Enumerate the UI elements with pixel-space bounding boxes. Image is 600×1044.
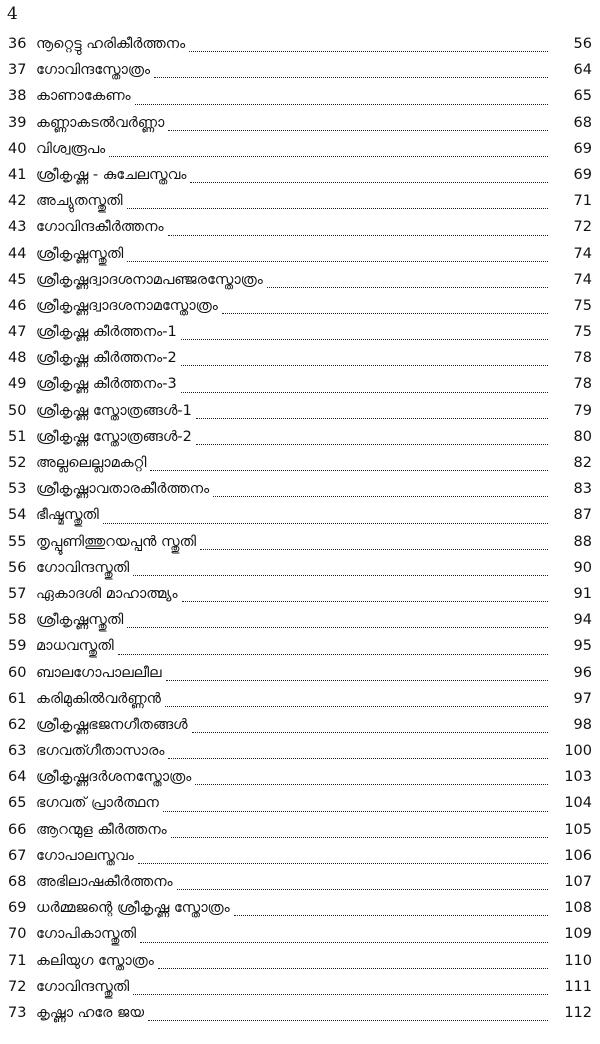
toc-entry-number: 50 [8,402,27,419]
dot-leader [135,104,548,105]
toc-entry-page: 104 [564,795,592,812]
toc-entry-page: 64 [573,62,592,79]
toc-entry [8,110,592,136]
dot-leader [166,680,548,681]
toc-entry-title: ശ്രീകൃഷ്ണ കീർത്തനം-3 [36,376,177,393]
toc-entry-title: ഭഗവത്ഗീതാസാരം [36,743,165,760]
toc-entry-number: 52 [8,455,27,471]
toc-entry-number: 70 [8,926,27,943]
toc-entry-title: കരിമുകിൽവർണ്ണൻ [36,690,161,707]
toc-entry-title: കലിയുഗ സ്തോത്രം [36,952,154,969]
toc-entry-page: 96 [573,664,592,681]
toc-entry-title: കണ്ണാകടൽവർണ്ണാ [36,114,165,131]
toc-entry-number: 43 [8,219,27,236]
toc-entry-title: ഗോവിന്ദസ്തുതി [36,559,130,576]
toc-entry-title: ഭീഷ്മസ്തുതി [36,507,99,524]
toc-entry-page: 111 [564,978,592,995]
dot-leader [163,811,548,812]
toc-entry-page: 80 [573,428,592,445]
toc-entry [8,241,592,267]
dot-leader [196,444,548,445]
dot-leader [168,130,548,131]
toc-entry-number: 57 [8,585,27,602]
toc-entry-number: 59 [8,638,27,655]
toc-entry-number: 66 [8,821,27,838]
toc-entry [8,712,592,738]
toc-entry-number: 67 [8,847,27,864]
dot-leader [148,1020,548,1021]
toc-entry-title: വിശ്വരൂപം [36,140,106,157]
dot-leader [177,889,548,890]
toc-entry-page: 103 [564,769,592,786]
toc-entry [8,214,592,240]
toc-entry-page: 56 [573,36,592,52]
dot-leader [138,863,548,864]
toc-entry-page: 95 [573,638,592,655]
toc-entry-number: 63 [8,743,27,760]
toc-entry-number: 58 [8,612,27,629]
dot-leader [127,208,548,209]
toc-entry-title: ധർമ്മജന്റെ ശ്രീകൃഷ്ണ സ്തോത്രം [36,900,230,917]
toc-entry-number: 48 [8,350,27,367]
dot-leader [182,601,548,602]
toc-entry-number: 42 [8,193,27,210]
toc-entry-title: ശ്രീകൃഷ്ണാവതാരകീർത്തനം [36,481,210,498]
toc-entry-page: 105 [564,821,592,838]
toc-entry-title: ശ്രീകൃഷ്ണ - കുചേലസ്തവം [36,166,187,183]
dot-leader [168,235,548,236]
toc-entry [8,764,592,790]
toc-entry-page: 90 [573,559,592,576]
toc-entry-title: കാണാകേണം [36,88,131,105]
toc-entry [8,555,592,581]
toc-entry-title: ശ്രീകൃഷ്ണദർശനസ്തോത്രം [36,769,192,786]
toc-entry-number: 47 [8,324,27,341]
toc-entry-number: 36 [8,36,27,52]
dot-leader [150,470,548,471]
toc-entry [8,371,592,397]
toc-entry [8,136,592,162]
toc-entry-page: 78 [573,350,592,367]
toc-entry-page: 112 [564,1004,592,1021]
dot-leader [103,523,548,524]
toc-entry [8,1000,592,1026]
toc-entry-number: 46 [8,297,27,314]
toc-entry-page: 97 [573,690,592,707]
toc-entry-page: 88 [573,533,592,550]
toc-entry-page: 78 [573,376,592,393]
toc-entry-page: 69 [573,166,592,183]
dot-leader [234,915,548,916]
toc-entry-page: 107 [564,874,592,890]
toc-entry-title: ആറന്മുള കീർത്തനം [36,821,167,838]
toc-entry-title: ഏകാദശി മാഹാത്മ്യം [36,585,178,602]
toc-entry-page: 82 [573,455,592,471]
toc-entry-page: 94 [573,612,592,629]
toc-entry-page: 65 [573,88,592,105]
toc-entry-title: ശ്രീകൃഷ്ണദ്വാദശനാമപഞ്ജരസ്തോത്രം [36,271,263,288]
toc-entry-number: 55 [8,533,27,550]
dot-leader [181,339,548,340]
toc-entry [8,817,592,843]
toc-entry-title: ശ്രീകൃഷ്ണ സ്തോത്രങ്ങൾ-1 [36,402,192,419]
toc-entry [8,581,592,607]
toc-entry-title: മാധവസ്തുതി [36,638,114,655]
toc-entry-page: 79 [573,402,592,419]
toc-entry-page: 75 [573,324,592,341]
toc-entry [8,57,592,83]
dot-leader [109,156,548,157]
toc-entry [8,31,592,57]
dot-leader [195,784,548,785]
toc-entry-number: 45 [8,271,27,288]
toc-entry-page: 74 [573,245,592,262]
toc-entry [8,502,592,528]
toc-entry [8,633,592,659]
toc-entry-page: 100 [564,743,592,760]
dot-leader [222,313,548,314]
toc-entry-number: 44 [8,245,27,262]
toc-entry-title: ശ്രീകൃഷ്ണസ്തുതി [36,612,124,629]
dot-leader [118,654,548,655]
toc-entry-number: 53 [8,481,27,498]
toc-entry-number: 64 [8,769,27,786]
toc-entry-number: 37 [8,62,27,79]
toc-entry [8,345,592,371]
toc-entry-page: 91 [573,585,592,602]
toc-entry-title: ബാലഗോപാലലീല [36,664,162,681]
toc-entry [8,529,592,555]
toc-entry-title: നൂറ്റെട്ടു ഹരികീർത്തനം [36,36,186,52]
toc-entry-page: 106 [564,847,592,864]
toc-entry-number: 41 [8,166,27,183]
toc-entry [8,424,592,450]
toc-entry-page: 108 [564,900,592,917]
toc-entry [8,974,592,1000]
toc-entry-title: ശ്രീകൃഷ്ണ കീർത്തനം-1 [36,324,177,341]
toc-entry [8,948,592,974]
toc-entry-page: 74 [573,271,592,288]
toc-entry-number: 68 [8,874,27,890]
dot-leader [267,287,548,288]
toc-entry [8,319,592,345]
toc-entry [8,450,592,476]
toc-entry-title: അച്യുതസ്തുതി [36,193,123,210]
toc-entry-number: 72 [8,978,27,995]
dot-leader [181,392,548,393]
dot-leader [168,758,548,759]
toc-entry-page: 83 [573,481,592,498]
toc-entry-title: ഗോവിന്ദകീർത്തനം [36,219,164,236]
dot-leader [127,261,548,262]
toc-entry [8,607,592,633]
toc-entry [8,790,592,816]
dot-leader [190,182,548,183]
dot-leader [165,706,548,707]
toc-entry-title: ശ്രീകൃഷ്ണസ്തുതി [36,245,124,262]
toc-entry-title: ഗോപികാസ്തുതി [36,926,136,943]
toc-entry-page: 72 [573,219,592,236]
toc-entry [8,293,592,319]
dot-leader [196,418,548,419]
toc-entry-title: ഗോപാലസ്തവം [36,847,134,864]
toc-entry-page: 110 [564,952,592,969]
toc-entry-title: കൃഷ്ണാ ഹരേ ജയ [36,1004,145,1021]
toc-entry-title: അല്ലലെല്ലാമകറ്റി [36,455,147,471]
toc-entry-title: അഭിലാഷകീർത്തനം [36,874,173,890]
toc-entry [8,267,592,293]
dot-leader [133,994,548,995]
toc-entry-number: 71 [8,952,27,969]
table-of-contents [8,31,592,1026]
dot-leader [140,942,548,943]
dot-leader [158,968,548,969]
toc-entry-number: 60 [8,664,27,681]
toc-entry-page: 71 [573,193,592,210]
toc-entry [8,738,592,764]
toc-entry [8,843,592,869]
toc-entry-number: 40 [8,140,27,157]
dot-leader [154,77,548,78]
toc-entry [8,921,592,947]
toc-entry [8,476,592,502]
toc-entry-title: ഗോവിന്ദസ്തോത്രം [36,62,151,79]
toc-entry-title: തൃപ്പൂണിത്തുറയപ്പൻ സ്തുതി [36,533,197,550]
toc-entry [8,869,592,895]
toc-entry-number: 51 [8,428,27,445]
toc-entry-number: 54 [8,507,27,524]
toc-entry-number: 62 [8,716,27,733]
dot-leader [133,575,548,576]
toc-entry-page: 68 [573,114,592,131]
toc-entry [8,188,592,214]
dot-leader [181,365,548,366]
page-number: 4 [7,4,18,24]
toc-entry-title: ഗോവിന്ദസ്തുതി [36,978,130,995]
toc-entry [8,83,592,109]
toc-entry [8,398,592,424]
toc-entry-number: 39 [8,114,27,131]
toc-entry-page: 98 [573,716,592,733]
toc-entry-page: 109 [564,926,592,943]
toc-entry-number: 73 [8,1004,27,1021]
toc-entry-title: ശ്രീകൃഷ്ണഭജനഗീതങ്ങൾ [36,716,188,733]
dot-leader [171,837,548,838]
dot-leader [200,549,548,550]
dot-leader [192,732,548,733]
toc-entry-number: 65 [8,795,27,812]
toc-entry-page: 69 [573,140,592,157]
toc-entry-number: 49 [8,376,27,393]
toc-entry-number: 69 [8,900,27,917]
toc-entry-title: ഭഗവത് പ്രാർത്ഥന [36,795,159,812]
toc-entry-page: 75 [573,297,592,314]
toc-entry-number: 56 [8,559,27,576]
toc-entry-title: ശ്രീകൃഷ്ണ കീർത്തനം-2 [36,350,177,367]
dot-leader [127,627,548,628]
dot-leader [189,51,548,52]
toc-entry [8,686,592,712]
toc-entry [8,162,592,188]
toc-entry-title: ശ്രീകൃഷ്ണദ്വാദശനാമസ്തോത്രം [36,297,218,314]
toc-entry [8,660,592,686]
toc-entry-number: 61 [8,690,27,707]
dot-leader [213,496,548,497]
toc-entry [8,895,592,921]
toc-entry-number: 38 [8,88,27,105]
toc-entry-page: 87 [573,507,592,524]
toc-entry-title: ശ്രീകൃഷ്ണ സ്തോത്രങ്ങൾ-2 [36,428,192,445]
